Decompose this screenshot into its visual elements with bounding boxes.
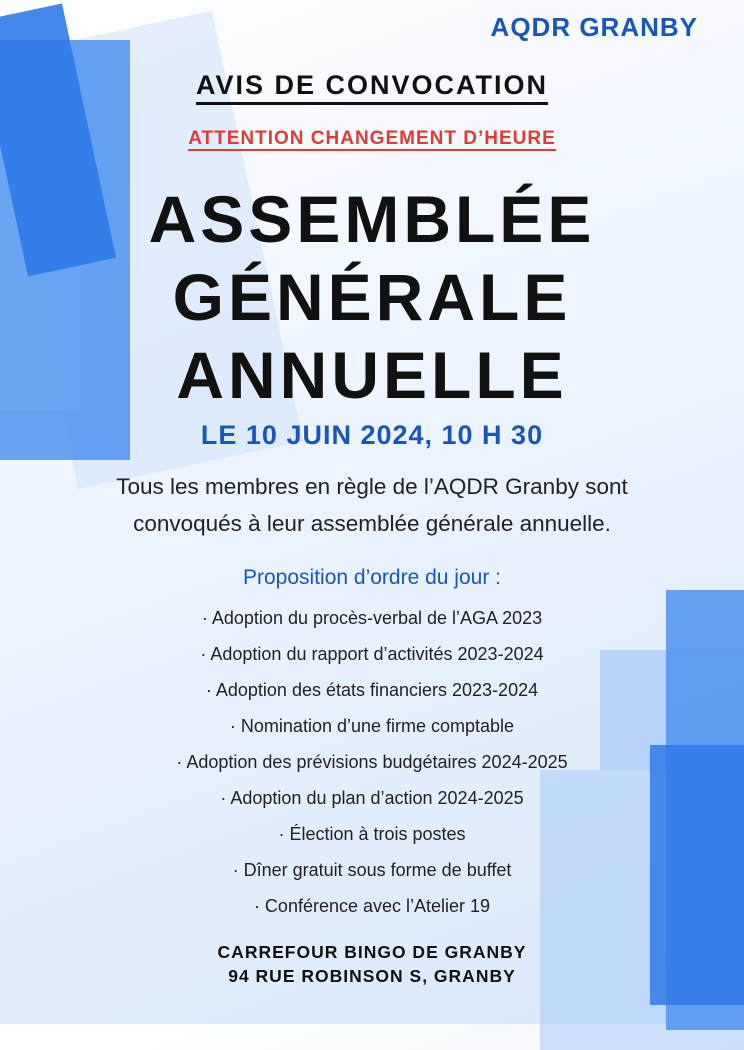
agenda-item: · Élection à trois postes xyxy=(278,824,466,844)
agenda-item: · Adoption des états financiers 2023-2024 xyxy=(205,680,539,700)
event-title-line: GÉNÉRALE xyxy=(172,260,572,334)
agenda-item: · Nomination d’une firme comptable xyxy=(229,716,515,736)
agenda-item: · Adoption du rapport d’activités 2023-2024 xyxy=(200,644,544,664)
org-name: AQDR GRANBY xyxy=(490,12,698,42)
venue-name: CARREFOUR BINGO DE GRANBY xyxy=(217,942,527,962)
agenda-list xyxy=(0,600,744,924)
agenda-title: Proposition d’ordre du jour : xyxy=(243,566,501,589)
venue xyxy=(0,940,744,988)
agenda-item: · Dîner gratuit sous forme de buffet xyxy=(232,860,512,880)
event-title-line: ANNUELLE xyxy=(176,338,568,412)
agenda-item: · Conférence avec l’Atelier 19 xyxy=(253,896,491,916)
intro-line: convoqués à leur assemblée générale annuelle. xyxy=(133,511,611,536)
venue-address: 94 RUE ROBINSON S, GRANBY xyxy=(228,966,516,986)
time-change-alert xyxy=(0,128,744,150)
agenda-item: · Adoption du plan d’action 2024-2025 xyxy=(220,788,524,808)
time-change-alert-text: ATTENTION CHANGEMENT D’HEURE xyxy=(188,128,556,149)
notice-heading xyxy=(0,70,744,101)
intro-line: Tous les membres en règle de l’AQDR Granby sont xyxy=(116,474,628,499)
event-title-line: ASSEMBLÉE xyxy=(148,182,596,256)
event-title xyxy=(0,180,744,414)
intro-text xyxy=(0,468,744,542)
agenda-item: · Adoption du procès-verbal de l’AGA 2023 xyxy=(201,608,543,628)
notice-heading-text: AVIS DE CONVOCATION xyxy=(196,70,548,105)
event-date: LE 10 JUIN 2024, 10 H 30 xyxy=(200,420,544,450)
agenda-item: · Adoption des prévisions budgétaires 2024-2025 xyxy=(176,752,568,772)
